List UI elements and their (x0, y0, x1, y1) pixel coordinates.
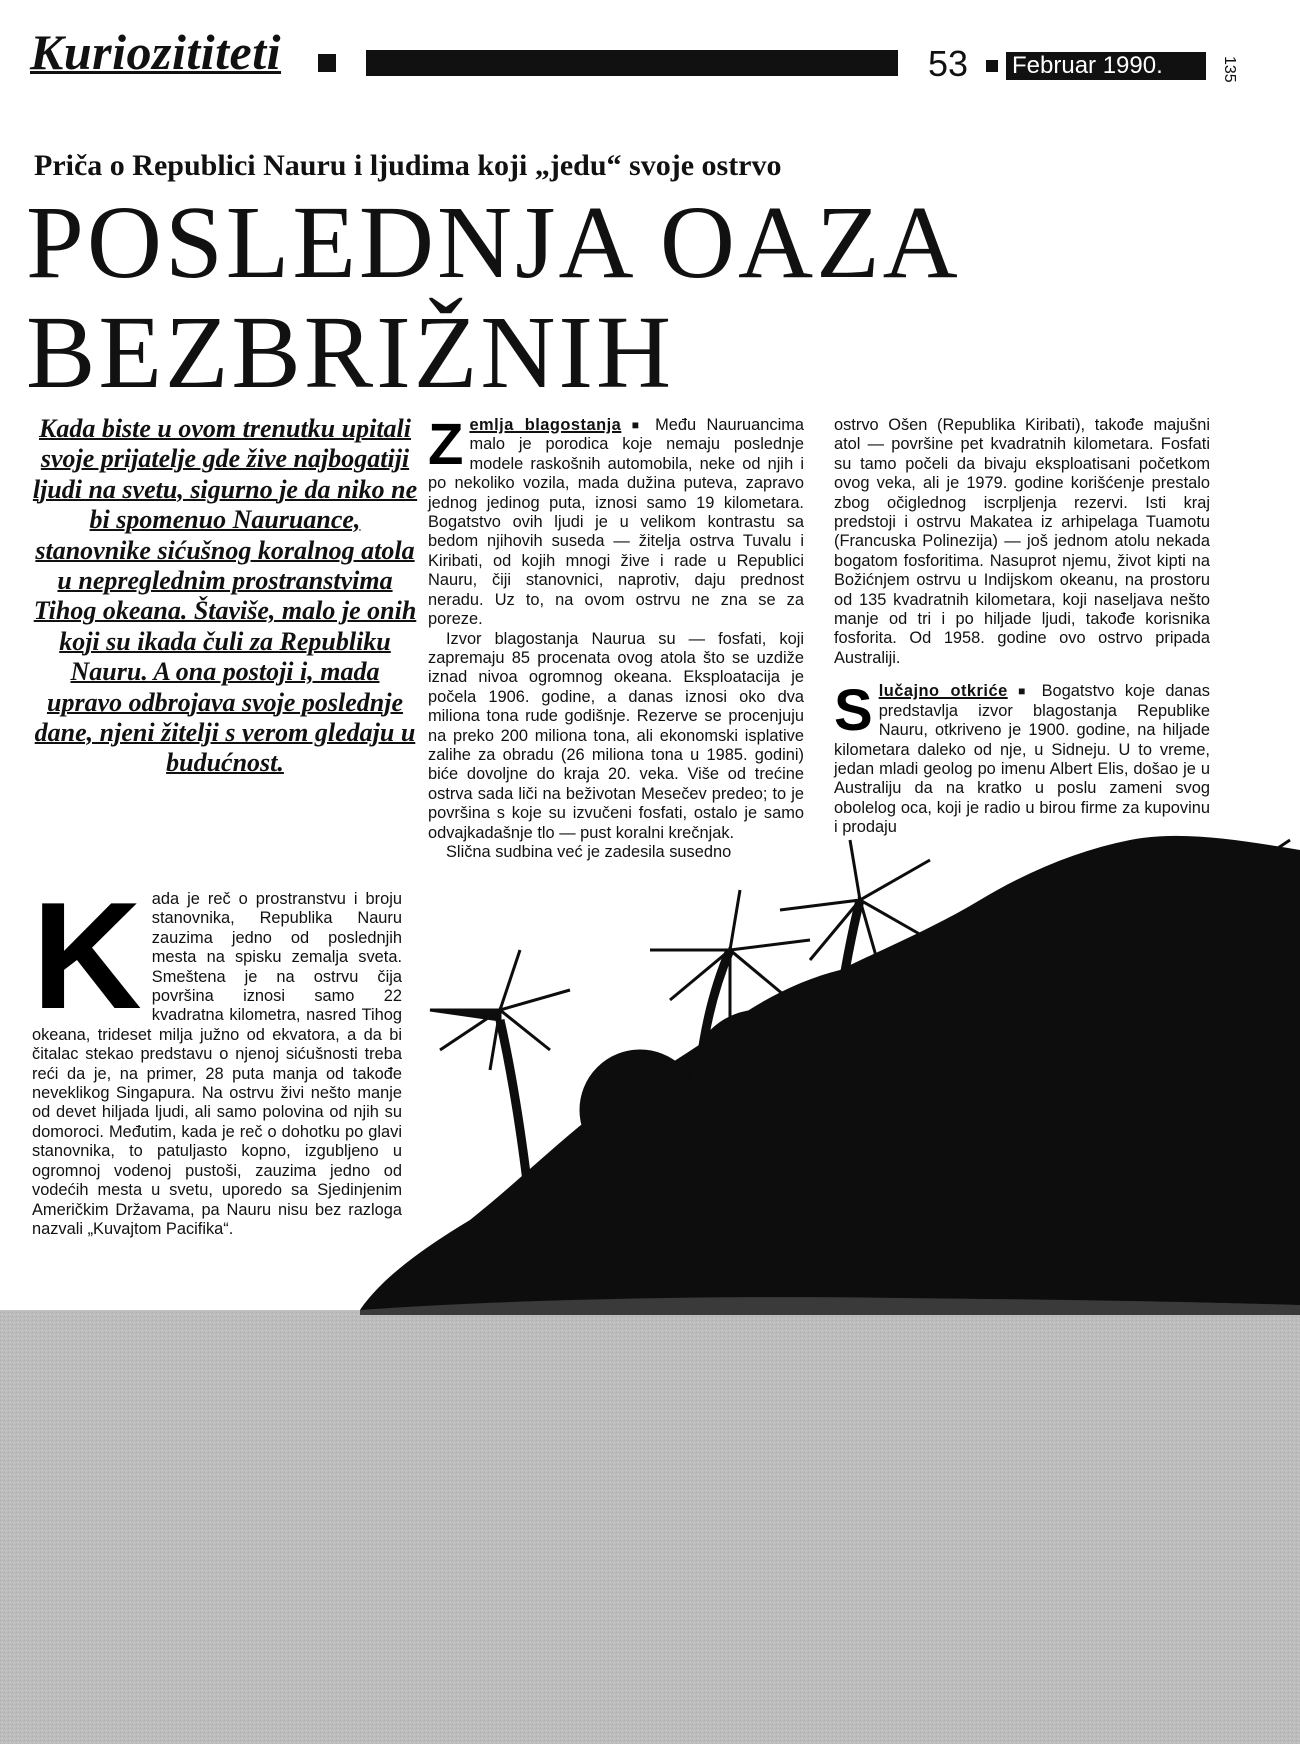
subheading: emlja blagostanja (469, 416, 622, 435)
paragraph-text: ada je reč o prostranstvu i broju stanovnika, Republika Nauru zauzima jedno od poslednjih mesta na spisku zemalja sveta. Smeštena je na ostrvu čija površina iznosi samo 22 kvadratna kilometra, nasred Tihog okeana, trideset milja južno od ekvatora, a da bi čitalac stekao predstavu o njenoj sićušnosti treba reći da je, na primer, 28 puta manja od takođe neveklikog Singapura. Na ostrvu živi nešto manje od devet hiljada ljudi, ali samo polovina od njih su domoroci. Međutim, kada je reč o dohotku po glavi stanovnika, to patuljasto kopno, izgubljeno u ogromnoj vodenoj pustoši, zauzima jedno od vodećih mesta u svetu, uporedo sa Sjedinjenim Američkim Državama, pa Nauru nisu bez razloga nazvali „Kuvajtom Pacifika“. (32, 890, 402, 1238)
paragraph (428, 412, 804, 630)
paragraph: Izvor blagostanja Naurua su — fosfati, koji zapremaju 85 procenata ovog atola što se uzdiže iznad nivoa ogromnog okeana. Eksploatacija je počela 1906. godine, a danas iznosi oko dva miliona tona rude godišnje. Rezerve se procenjuju na preko 200 miliona tona, ali ekonomski isplative zalihe za obradu (26 miliona tona u 1985. godini) biće dovoljne do kraja 20. veka. Više od trećine ostrva sada liči na beživotan Mesečev predeo; to je površina s koje su izvučeni fosfati, ostalo je samo odvajkadašnje tlo — pust koralni krečnjak. (428, 629, 804, 842)
water (0, 1310, 1300, 1744)
header-rule-bar (366, 50, 898, 76)
header-square (986, 60, 998, 72)
headline-line-1: POSLEDNJA OAZA (26, 185, 961, 300)
paragraph: Slična sudbina već je zadesila susedno (446, 842, 732, 861)
article-lead: Kada biste u ovom trenutku upitali svoje prijatelje gde žive najbogatiji ljudi na svetu, sigurno je da niko ne bi spomenuo Nauruance, stanovnike sićušnog koralnog atola u nepreglednim prostranstvima Tihog okeana. Štaviše, malo je onih koji su ikada čuli za Republiku Nauru. A ona postoji i, mada upravo odbrojava svoje poslednje dane, njeni žitelji s verom gledaju u budućnost. (32, 414, 418, 778)
article-headline (26, 185, 1266, 410)
drop-cap: S (834, 678, 873, 744)
drop-cap: K (32, 871, 142, 1041)
header-square (318, 54, 336, 72)
article-kicker: Priča o Republici Nauru i ljudima koji „jedu“ svoje ostrvo (34, 149, 782, 182)
section-title: Kuriozititeti (30, 24, 282, 80)
paragraph: ostrvo Ošen (Republika Kiribati), takođe majušni atol — površine pet kvadratnih kilometara. Fosfati su tamo počeli da bivaju eksploatisani početkom ovog veka, ali je 1979. godine korišćenje prestalo zbog očiglednog iscrpljenja rezervi. Isti kraj predstoji i ostrvu Makatea iz arhipelaga Tuamotu (Francuska Polinezija) — još jednom atolu nekada bogatom fosforitima. Nasuprot njemu, život kipti na Božićnjem ostrvu u Indijskom okeanu, na prostoru od 135 kvadratnih kilometara, koji naseljava nešto manje od tri i po hiljade ljudi, takođe korisnika fosforita. Od 1958. godine ovo ostrvo pripada Australiji. (834, 416, 1210, 667)
paragraph-text: Bogatstvo koje danas predstavlja izvor blagostanja Republike Nauru, otkriveno je 1900. godine, na hiljade kilometara daleko od nje, u Sidneju. U to vreme, jedan mladi geolog po imenu Albert Elis, došao je u Australiju da na kratko u poslu zameni svog obolelog oca, koji je radio u birou firme za kupovinu i prodaju (834, 682, 1210, 837)
drop-cap: Z (428, 412, 464, 477)
issue-number: 53 (928, 43, 969, 84)
spacer (834, 668, 1210, 682)
paragraph-text: Među Nauruancima malo je porodica koje nemaju poslednje modele raskošnih automobila, neke od njih i po nekoliko vozila, mada dužina puteva, zapravo jednog jedinog puta, iznosi samo 19 kilometara. Bogatstvo ovih ljudi je u velikom kontrastu sa bedom njihovih suseda — žitelja ostrva Tuvalu i Kiribati, od kojih mnogi žive i rade u Republici Nauru, čiji stanovnici, naprotiv, daju prednost neradu. Uz to, na ovom ostrvu ne zna se za poreze. (428, 416, 804, 629)
page-number: 135 (1221, 55, 1238, 83)
article-column-3 (834, 416, 1210, 838)
subheading: lučajno otkriće (878, 682, 1008, 701)
island-palm-photo (0, 780, 1300, 1744)
issue-date: Februar 1990. (1006, 52, 1206, 80)
square-bullet-icon: ■ (631, 418, 645, 432)
square-bullet-icon: ■ (1018, 684, 1032, 699)
headline-line-2: BEZBRIŽNIH (26, 295, 675, 410)
